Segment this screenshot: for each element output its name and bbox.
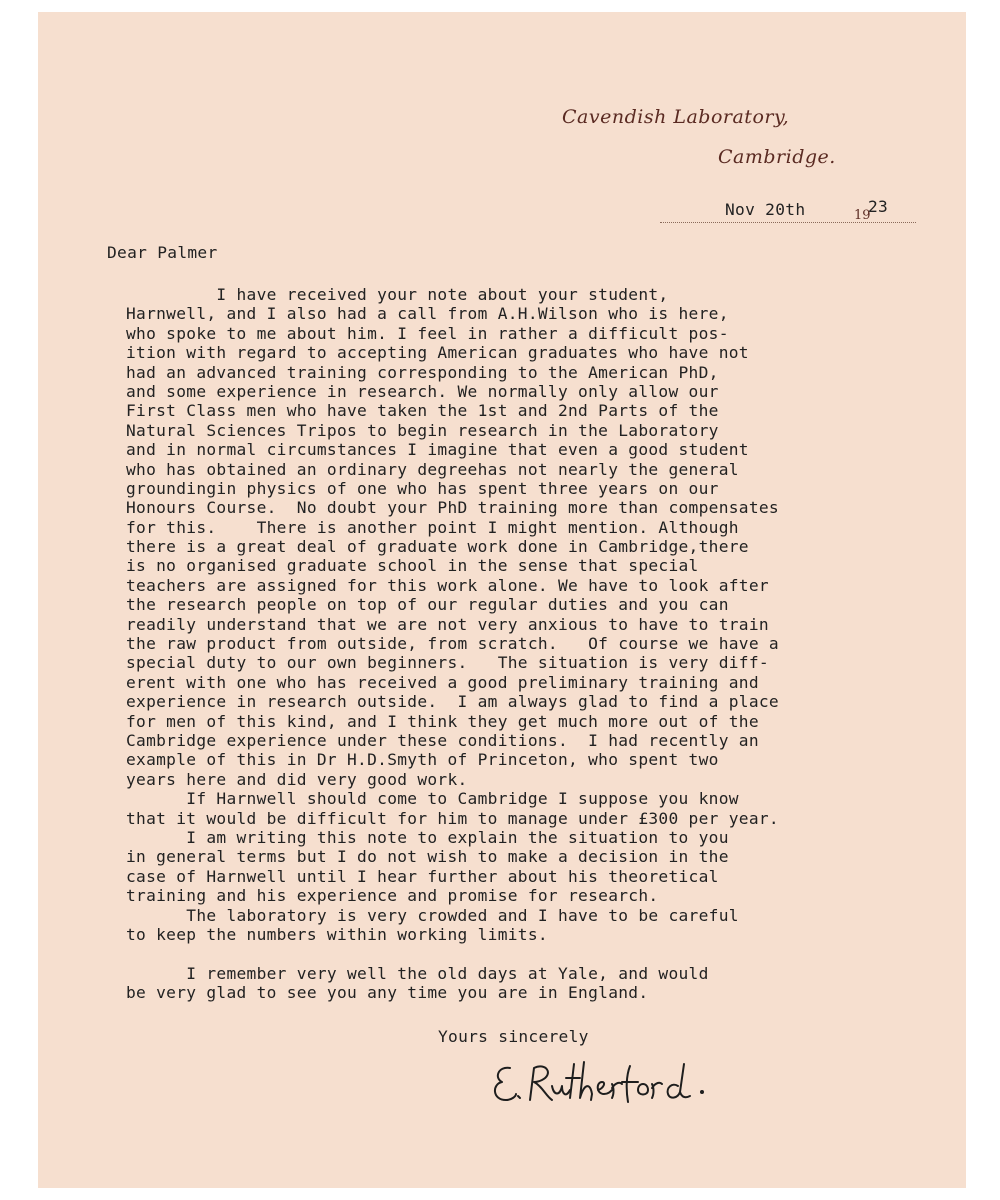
date-rule bbox=[660, 222, 916, 223]
letter-body bbox=[126, 285, 906, 1002]
letter-line: the raw product from outside, from scratch. Of course we have a bbox=[126, 634, 779, 654]
letter-line: case of Harnwell until I hear further about his theoretical bbox=[126, 866, 719, 886]
letter-line: there is a great deal of graduate work done in Cambridge,there bbox=[126, 537, 749, 557]
letter-line: teachers are assigned for this work alone. We have to look after bbox=[126, 575, 769, 595]
letter-line: erent with one who has received a good preliminary training and bbox=[126, 672, 759, 692]
letter-line: example of this in Dr H.D.Smyth of Princeton, who spent two bbox=[126, 750, 719, 770]
letter-line: Natural Sciences Tripos to begin research in the Laboratory bbox=[126, 420, 719, 440]
letter-line: Honours Course. No doubt your PhD training more than compensates bbox=[126, 498, 779, 518]
letter-line: that it would be difficult for him to manage under £300 per year. bbox=[126, 808, 779, 828]
letter-line: I am writing this note to explain the situation to you bbox=[126, 827, 729, 847]
letter-line: in general terms but I do not wish to make a decision in the bbox=[126, 847, 729, 867]
letter-line: I have received your note about your student, bbox=[126, 285, 669, 304]
closing: Yours sincerely bbox=[438, 1027, 589, 1046]
letter-line: The laboratory is very crowded and I have to be careful bbox=[126, 905, 739, 925]
letter-line: special duty to our own beginners. The situation is very diff- bbox=[126, 653, 769, 673]
salutation: Dear Palmer bbox=[107, 243, 218, 262]
letter-line: I remember very well the old days at Yale, and would bbox=[126, 963, 709, 983]
letter-line: for men of this kind, and I think they get much more out of the bbox=[126, 711, 759, 731]
letter-line: and some experience in research. We normally only allow our bbox=[126, 381, 719, 401]
letter-line: If Harnwell should come to Cambridge I suppose you know bbox=[126, 789, 739, 809]
letter-line: Cambridge experience under these conditions. I had recently an bbox=[126, 730, 759, 750]
letter-year-prefix: 19 bbox=[854, 208, 871, 223]
letter-line: ition with regard to accepting American graduates who have not bbox=[126, 343, 749, 363]
letter-line: is no organised graduate school in the sense that special bbox=[126, 556, 699, 576]
letter-line: to keep the numbers within working limits. bbox=[126, 924, 548, 944]
letter-line: First Class men who have taken the 1st and 2nd Parts of the bbox=[126, 401, 719, 421]
letter-line bbox=[126, 944, 906, 963]
letter-line: training and his experience and promise for research. bbox=[126, 886, 659, 906]
letter-line: experience in research outside. I am always glad to find a place bbox=[126, 692, 779, 712]
letterhead-city: Cambridge. bbox=[718, 146, 836, 168]
letter-line: the research people on top of our regular duties and you can bbox=[126, 595, 729, 615]
letter-line: groundingin physics of one who has spent three years on our bbox=[126, 478, 719, 498]
letter-line: and in normal circumstances I imagine that even a good student bbox=[126, 440, 749, 460]
letter-line: who spoke to me about him. I feel in rather a difficult pos- bbox=[126, 323, 729, 343]
letter-line: who has obtained an ordinary degreehas not nearly the general bbox=[126, 459, 739, 479]
letter-line: for this. There is another point I might mention. Although bbox=[126, 517, 739, 537]
letter-line: Harnwell, and I also had a call from A.H.Wilson who is here, bbox=[126, 304, 729, 324]
letter-line: years here and did very good work. bbox=[126, 769, 468, 789]
letter-line: had an advanced training corresponding to the American PhD, bbox=[126, 362, 719, 382]
signature bbox=[488, 1056, 718, 1116]
letter-line: readily understand that we are not very anxious to have to train bbox=[126, 614, 769, 634]
letter-line: be very glad to see you any time you are in England. bbox=[126, 983, 649, 1003]
letter-date: Nov 20th bbox=[725, 200, 806, 219]
letter-year-suffix: 23 bbox=[868, 197, 889, 216]
letterhead-institution: Cavendish Laboratory, bbox=[562, 106, 790, 128]
